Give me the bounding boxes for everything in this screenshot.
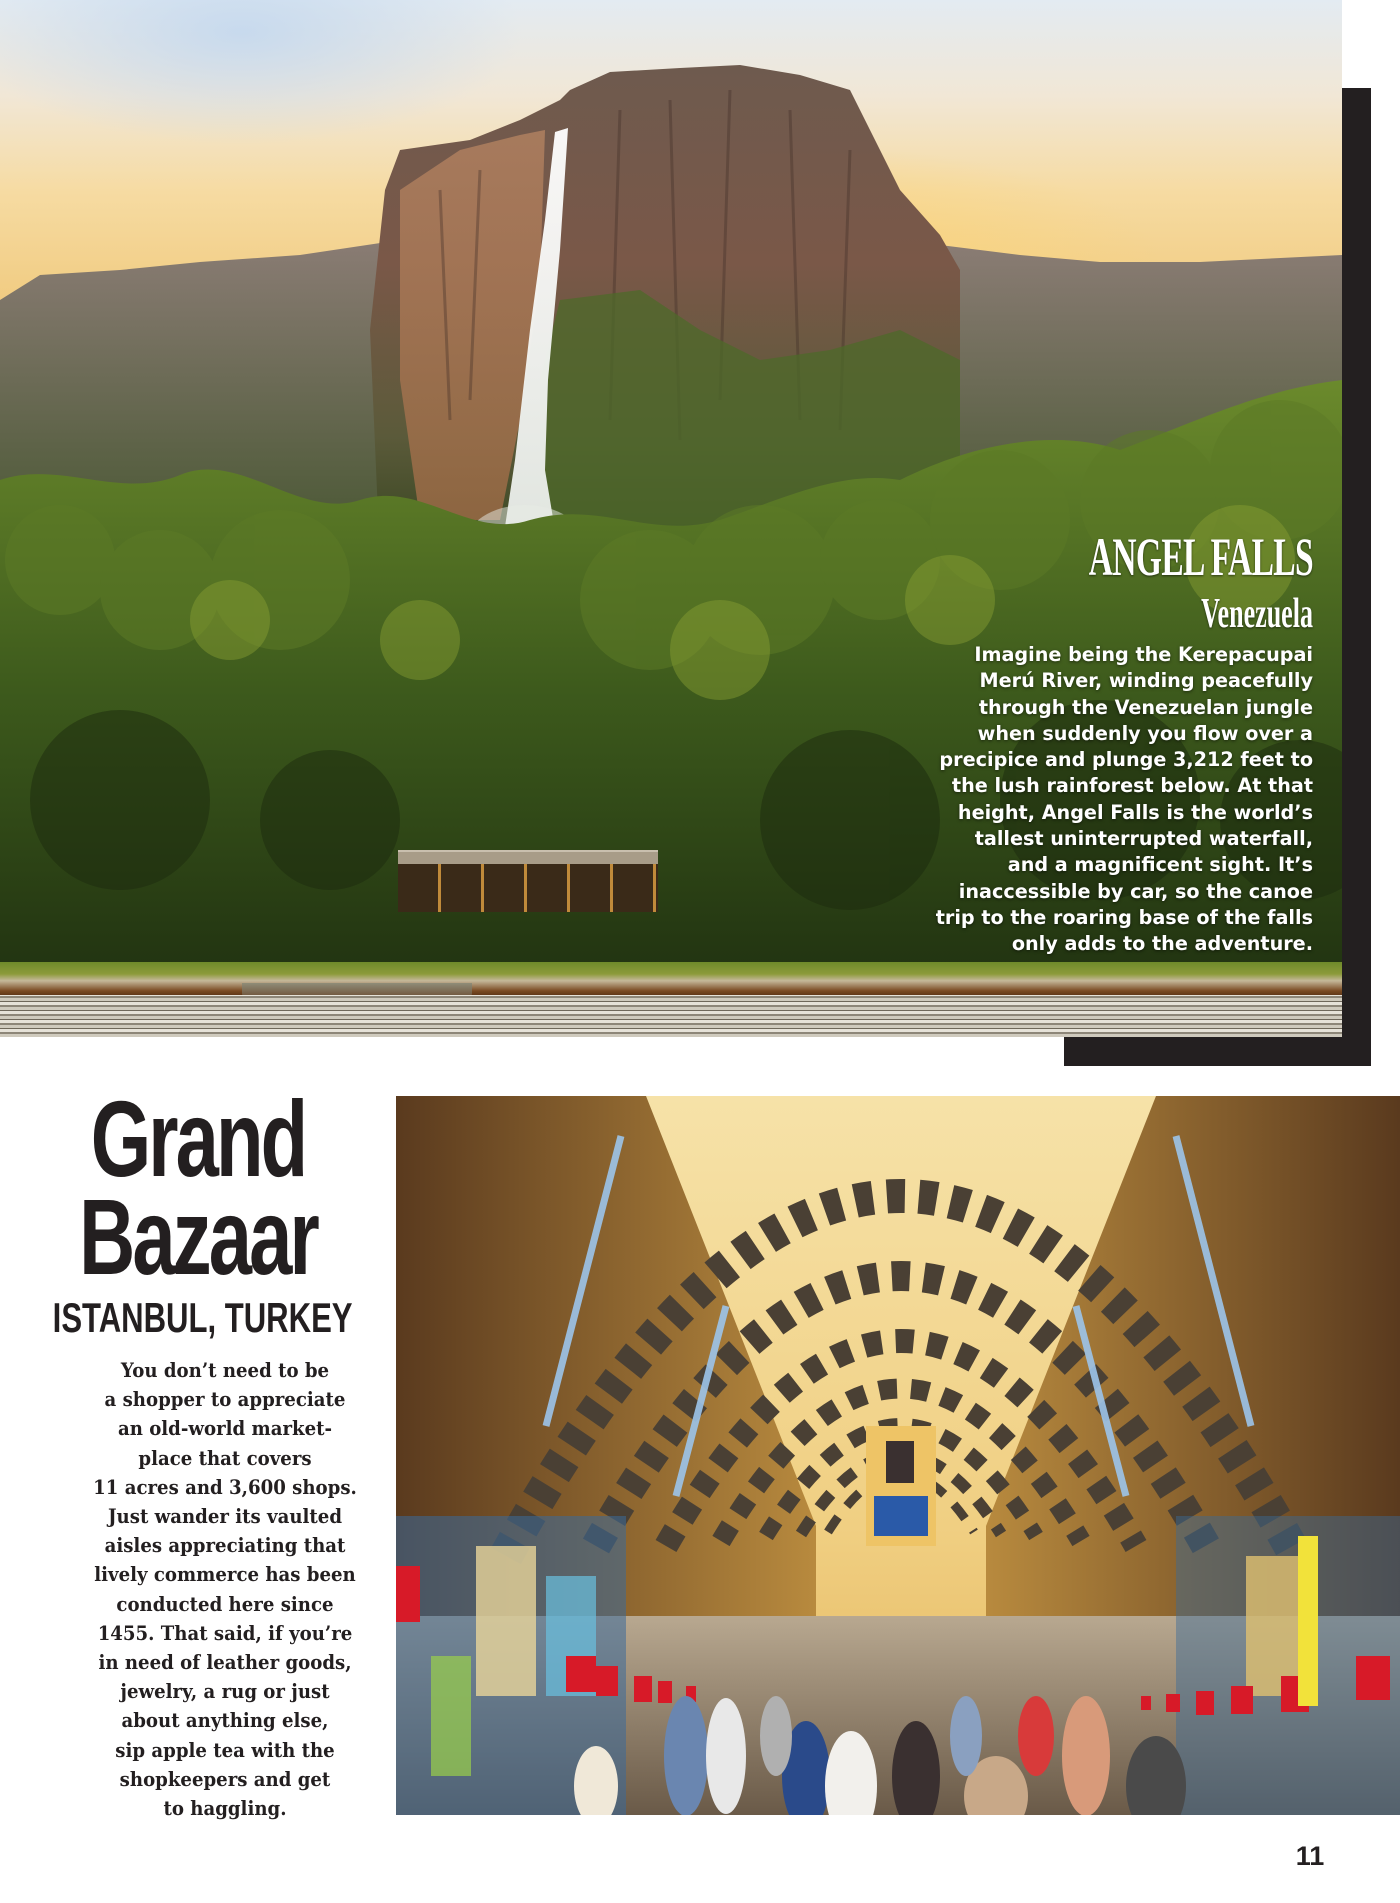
grand-bazaar-location	[0, 1296, 396, 1340]
body-line: through the Venezuelan jungle	[978, 695, 1313, 719]
body-line: a shopper to appreciate	[104, 1388, 346, 1412]
body-line: jewelry, a rug or just	[120, 1680, 330, 1704]
angel-falls-caption	[853, 528, 1313, 958]
title-line: Grand	[90, 1078, 306, 1199]
body-line: Merú River, winding peacefully	[979, 669, 1313, 693]
body-line: an old-world market-	[117, 1417, 333, 1441]
bazaar-illustration	[396, 1096, 1400, 1815]
riverbank	[0, 962, 1342, 996]
river-water	[0, 995, 1342, 1037]
body-line: only adds to the adventure.	[1011, 932, 1313, 956]
body-line: height, Angel Falls is the world’s	[957, 800, 1313, 824]
body-line: about anything else,	[121, 1709, 329, 1733]
body-line: inaccessible by car, so the canoe	[958, 879, 1313, 903]
body-line: when suddenly you flow over a	[977, 721, 1313, 745]
body-line: sip apple tea with the	[115, 1738, 335, 1762]
body-line: conducted here since	[116, 1592, 334, 1616]
body-line: Imagine being the Kerepacupai	[974, 643, 1313, 666]
location-text: ISTANBUL, TURKEY	[52, 1294, 353, 1341]
body-line: 11 acres and 3,600 shops.	[93, 1475, 357, 1499]
body-line: tallest uninterrupted waterfall,	[974, 827, 1313, 851]
title-line: Bazaar	[79, 1176, 317, 1297]
grand-bazaar-title	[0, 1078, 396, 1297]
body-line: trip to the roaring base of the falls	[935, 905, 1313, 929]
body-line: the lush rainforest below. At that	[951, 774, 1313, 798]
body-line: to haggling.	[163, 1797, 287, 1821]
angel-falls-location: Venezuela	[1201, 591, 1313, 637]
riverside-hut	[398, 850, 658, 912]
page-number: 11	[1295, 1841, 1325, 1871]
body-line: Just wander its vaulted	[107, 1505, 343, 1529]
grand-bazaar-body	[60, 1356, 390, 1823]
body-line: You don’t need to be	[120, 1359, 330, 1382]
body-line: 1455. That said, if you’re	[97, 1621, 353, 1645]
body-line: place that covers	[138, 1446, 312, 1470]
body-line: aisles appreciating that	[104, 1534, 346, 1558]
angel-falls-title: ANGEL FALLS	[1088, 527, 1313, 587]
angel-falls-body	[853, 642, 1313, 958]
body-line: shopkeepers and get	[119, 1767, 331, 1791]
body-line: and a magnificent sight. It’s	[1007, 853, 1313, 877]
body-line: lively commerce has been	[94, 1563, 356, 1587]
body-line: in need of leather goods,	[98, 1651, 352, 1675]
body-line: precipice and plunge 3,212 feet to	[939, 748, 1313, 772]
grand-bazaar-photo	[396, 1096, 1400, 1815]
